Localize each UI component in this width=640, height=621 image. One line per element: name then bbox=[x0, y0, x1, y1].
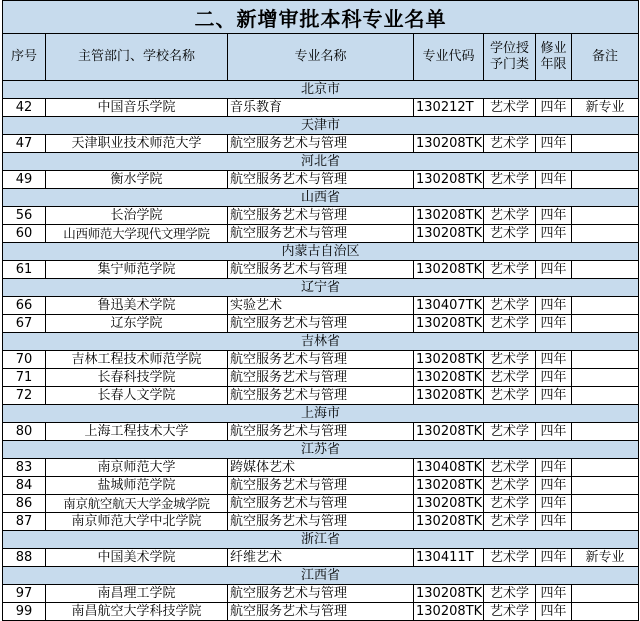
cell-school: 南昌理工学院 bbox=[46, 585, 228, 603]
cell-no: 56 bbox=[3, 207, 46, 225]
header-code: 专业代码 bbox=[414, 34, 484, 81]
cell-school: 南京师范大学中北学院 bbox=[46, 513, 228, 531]
cell-category: 艺术学 bbox=[484, 315, 536, 333]
table-row bbox=[3, 171, 639, 189]
cell-code: 130208TK bbox=[414, 315, 484, 333]
province-row bbox=[3, 153, 639, 171]
cell-no: 61 bbox=[3, 261, 46, 279]
cell-category: 艺术学 bbox=[484, 351, 536, 369]
cell-code: 130208TK bbox=[414, 171, 484, 189]
cell-years: 四年 bbox=[536, 603, 572, 621]
cell-years: 四年 bbox=[536, 315, 572, 333]
cell-note bbox=[572, 369, 639, 387]
cell-code: 130208TK bbox=[414, 603, 484, 621]
cell-category: 艺术学 bbox=[484, 171, 536, 189]
cell-no: 49 bbox=[3, 171, 46, 189]
cell-years: 四年 bbox=[536, 423, 572, 441]
cell-years: 四年 bbox=[536, 99, 572, 117]
cell-category: 艺术学 bbox=[484, 207, 536, 225]
table-row bbox=[3, 495, 639, 513]
cell-school: 吉林工程技术师范学院 bbox=[46, 351, 228, 369]
header-major: 专业名称 bbox=[228, 34, 414, 81]
header-school: 主管部门、学校名称 bbox=[46, 34, 228, 81]
cell-major: 航空服务艺术与管理 bbox=[228, 261, 414, 279]
cell-note bbox=[572, 459, 639, 477]
cell-school: 长治学院 bbox=[46, 207, 228, 225]
cell-no: 60 bbox=[3, 225, 46, 243]
cell-category: 艺术学 bbox=[484, 477, 536, 495]
cell-major: 航空服务艺术与管理 bbox=[228, 315, 414, 333]
cell-note bbox=[572, 171, 639, 189]
province-label: 江西省 bbox=[3, 567, 639, 585]
cell-code: 130208TK bbox=[414, 477, 484, 495]
table-row bbox=[3, 549, 639, 567]
province-row bbox=[3, 81, 639, 99]
table-row bbox=[3, 369, 639, 387]
province-label: 天津市 bbox=[3, 117, 639, 135]
cell-code: 130212T bbox=[414, 99, 484, 117]
table-row bbox=[3, 423, 639, 441]
cell-code: 130208TK bbox=[414, 135, 484, 153]
province-label: 内蒙古自治区 bbox=[3, 243, 639, 261]
cell-code: 130208TK bbox=[414, 369, 484, 387]
province-row bbox=[3, 405, 639, 423]
cell-no: 72 bbox=[3, 387, 46, 405]
cell-note bbox=[572, 495, 639, 513]
cell-school: 盐城师范学院 bbox=[46, 477, 228, 495]
cell-category: 艺术学 bbox=[484, 135, 536, 153]
cell-school: 衡水学院 bbox=[46, 171, 228, 189]
cell-note bbox=[572, 603, 639, 621]
cell-code: 130407TK bbox=[414, 297, 484, 315]
cell-category: 艺术学 bbox=[484, 585, 536, 603]
table-row bbox=[3, 513, 639, 531]
header-years: 修业年限 bbox=[536, 34, 572, 81]
cell-code: 130208TK bbox=[414, 261, 484, 279]
cell-note bbox=[572, 225, 639, 243]
cell-major: 航空服务艺术与管理 bbox=[228, 171, 414, 189]
cell-category: 艺术学 bbox=[484, 297, 536, 315]
cell-school: 长春科技学院 bbox=[46, 369, 228, 387]
cell-school: 山西师范大学现代文理学院 bbox=[46, 225, 228, 243]
cell-years: 四年 bbox=[536, 369, 572, 387]
cell-school: 天津职业技术师范大学 bbox=[46, 135, 228, 153]
cell-category: 艺术学 bbox=[484, 225, 536, 243]
cell-school: 中国美术学院 bbox=[46, 549, 228, 567]
cell-category: 艺术学 bbox=[484, 513, 536, 531]
cell-no: 42 bbox=[3, 99, 46, 117]
cell-school: 长春人文学院 bbox=[46, 387, 228, 405]
cell-code: 130208TK bbox=[414, 225, 484, 243]
cell-code: 130208TK bbox=[414, 513, 484, 531]
cell-major: 跨媒体艺术 bbox=[228, 459, 414, 477]
province-label: 浙江省 bbox=[3, 531, 639, 549]
table-row bbox=[3, 315, 639, 333]
majors-table bbox=[2, 0, 639, 621]
cell-school: 上海工程技术大学 bbox=[46, 423, 228, 441]
cell-no: 67 bbox=[3, 315, 46, 333]
cell-major: 航空服务艺术与管理 bbox=[228, 495, 414, 513]
cell-code: 130208TK bbox=[414, 351, 484, 369]
cell-major: 航空服务艺术与管理 bbox=[228, 387, 414, 405]
province-label: 吉林省 bbox=[3, 333, 639, 351]
table-row bbox=[3, 207, 639, 225]
cell-years: 四年 bbox=[536, 171, 572, 189]
province-label: 山西省 bbox=[3, 189, 639, 207]
table-row bbox=[3, 351, 639, 369]
cell-major: 航空服务艺术与管理 bbox=[228, 225, 414, 243]
cell-years: 四年 bbox=[536, 585, 572, 603]
cell-years: 四年 bbox=[536, 207, 572, 225]
header-no: 序号 bbox=[3, 34, 46, 81]
province-row bbox=[3, 189, 639, 207]
province-label: 江苏省 bbox=[3, 441, 639, 459]
header-category: 学位授予门类 bbox=[484, 34, 536, 81]
cell-major: 纤维艺术 bbox=[228, 549, 414, 567]
cell-note bbox=[572, 135, 639, 153]
cell-code: 130208TK bbox=[414, 495, 484, 513]
cell-category: 艺术学 bbox=[484, 495, 536, 513]
cell-major: 航空服务艺术与管理 bbox=[228, 369, 414, 387]
cell-years: 四年 bbox=[536, 387, 572, 405]
cell-note bbox=[572, 513, 639, 531]
province-label: 辽宁省 bbox=[3, 279, 639, 297]
cell-code: 130408TK bbox=[414, 459, 484, 477]
cell-major: 航空服务艺术与管理 bbox=[228, 135, 414, 153]
cell-note bbox=[572, 387, 639, 405]
cell-years: 四年 bbox=[536, 225, 572, 243]
cell-years: 四年 bbox=[536, 459, 572, 477]
cell-years: 四年 bbox=[536, 477, 572, 495]
province-label: 北京市 bbox=[3, 81, 639, 99]
province-row bbox=[3, 117, 639, 135]
cell-note bbox=[572, 351, 639, 369]
province-row bbox=[3, 243, 639, 261]
cell-years: 四年 bbox=[536, 513, 572, 531]
province-row bbox=[3, 333, 639, 351]
province-label: 河北省 bbox=[3, 153, 639, 171]
cell-code: 130411T bbox=[414, 549, 484, 567]
cell-category: 艺术学 bbox=[484, 603, 536, 621]
cell-no: 66 bbox=[3, 297, 46, 315]
cell-years: 四年 bbox=[536, 297, 572, 315]
province-row bbox=[3, 279, 639, 297]
cell-major: 航空服务艺术与管理 bbox=[228, 207, 414, 225]
cell-note: 新专业 bbox=[572, 549, 639, 567]
cell-note bbox=[572, 585, 639, 603]
cell-major: 音乐教育 bbox=[228, 99, 414, 117]
cell-no: 70 bbox=[3, 351, 46, 369]
cell-no: 87 bbox=[3, 513, 46, 531]
cell-note bbox=[572, 477, 639, 495]
cell-code: 130208TK bbox=[414, 387, 484, 405]
cell-no: 99 bbox=[3, 603, 46, 621]
cell-note bbox=[572, 207, 639, 225]
cell-school: 中国音乐学院 bbox=[46, 99, 228, 117]
cell-years: 四年 bbox=[536, 495, 572, 513]
table-row bbox=[3, 585, 639, 603]
cell-code: 130208TK bbox=[414, 585, 484, 603]
cell-school: 南京师范大学 bbox=[46, 459, 228, 477]
cell-category: 艺术学 bbox=[484, 459, 536, 477]
province-row bbox=[3, 567, 639, 585]
cell-note: 新专业 bbox=[572, 99, 639, 117]
cell-school: 南京航空航天大学金城学院 bbox=[46, 495, 228, 513]
title-row bbox=[3, 1, 639, 34]
table-row bbox=[3, 135, 639, 153]
header-row bbox=[3, 34, 639, 81]
table-row bbox=[3, 225, 639, 243]
cell-code: 130208TK bbox=[414, 207, 484, 225]
table-body bbox=[3, 81, 639, 621]
cell-note bbox=[572, 423, 639, 441]
cell-major: 航空服务艺术与管理 bbox=[228, 477, 414, 495]
cell-no: 47 bbox=[3, 135, 46, 153]
cell-no: 80 bbox=[3, 423, 46, 441]
cell-category: 艺术学 bbox=[484, 549, 536, 567]
cell-category: 艺术学 bbox=[484, 423, 536, 441]
cell-years: 四年 bbox=[536, 135, 572, 153]
cell-note bbox=[572, 315, 639, 333]
cell-years: 四年 bbox=[536, 351, 572, 369]
province-row bbox=[3, 531, 639, 549]
province-label: 上海市 bbox=[3, 405, 639, 423]
cell-school: 南昌航空大学科技学院 bbox=[46, 603, 228, 621]
table-row bbox=[3, 387, 639, 405]
table-row bbox=[3, 603, 639, 621]
table-row bbox=[3, 261, 639, 279]
cell-no: 97 bbox=[3, 585, 46, 603]
cell-major: 航空服务艺术与管理 bbox=[228, 585, 414, 603]
cell-no: 84 bbox=[3, 477, 46, 495]
cell-no: 71 bbox=[3, 369, 46, 387]
cell-major: 航空服务艺术与管理 bbox=[228, 351, 414, 369]
cell-major: 航空服务艺术与管理 bbox=[228, 603, 414, 621]
cell-school: 集宁师范学院 bbox=[46, 261, 228, 279]
header-note: 备注 bbox=[572, 34, 639, 81]
cell-code: 130208TK bbox=[414, 423, 484, 441]
table-row bbox=[3, 99, 639, 117]
cell-major: 航空服务艺术与管理 bbox=[228, 513, 414, 531]
table-row bbox=[3, 297, 639, 315]
page-title: 二、新增审批本科专业名单 bbox=[3, 1, 639, 34]
cell-no: 83 bbox=[3, 459, 46, 477]
cell-major: 实验艺术 bbox=[228, 297, 414, 315]
cell-school: 辽东学院 bbox=[46, 315, 228, 333]
cell-years: 四年 bbox=[536, 549, 572, 567]
cell-note bbox=[572, 297, 639, 315]
cell-major: 航空服务艺术与管理 bbox=[228, 423, 414, 441]
cell-school: 鲁迅美术学院 bbox=[46, 297, 228, 315]
cell-note bbox=[572, 261, 639, 279]
cell-category: 艺术学 bbox=[484, 261, 536, 279]
table-row bbox=[3, 477, 639, 495]
cell-no: 88 bbox=[3, 549, 46, 567]
cell-category: 艺术学 bbox=[484, 387, 536, 405]
cell-category: 艺术学 bbox=[484, 99, 536, 117]
cell-category: 艺术学 bbox=[484, 369, 536, 387]
table-row bbox=[3, 459, 639, 477]
cell-no: 86 bbox=[3, 495, 46, 513]
cell-years: 四年 bbox=[536, 261, 572, 279]
province-row bbox=[3, 441, 639, 459]
